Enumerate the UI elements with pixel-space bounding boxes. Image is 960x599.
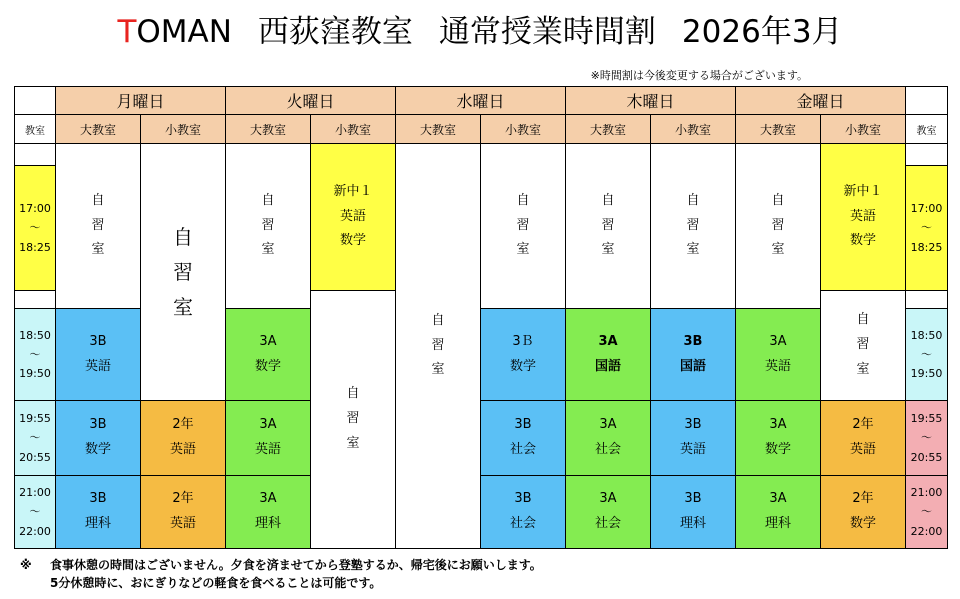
lesson-block xyxy=(565,475,651,549)
lesson-line: 理科 xyxy=(764,516,791,531)
time-slot-2 xyxy=(905,308,948,401)
self-study-line: 習 xyxy=(516,217,530,233)
schedule-month: 2026年3月 xyxy=(681,14,843,50)
self-study-line: 自 xyxy=(771,192,785,208)
lesson-line: 3A xyxy=(259,417,277,433)
time-line: ～ xyxy=(921,505,932,519)
room-small-header: 小教室 xyxy=(140,114,226,144)
self-study-line: 習 xyxy=(173,259,193,284)
spacer-cell xyxy=(905,143,948,166)
lesson-line: 3A xyxy=(599,417,617,433)
document-title: 通常授業時間割 xyxy=(438,14,656,50)
lesson-line: 3A xyxy=(259,333,277,349)
day-header: 月曜日 xyxy=(55,86,226,115)
day-header: 水曜日 xyxy=(395,86,566,115)
self-study-line: 習 xyxy=(346,411,360,427)
lesson-block xyxy=(55,308,141,401)
lesson-block xyxy=(820,400,906,476)
room-big-header: 大教室 xyxy=(735,114,821,144)
spacer-cell xyxy=(905,290,948,309)
self-study-line: 習 xyxy=(686,217,700,233)
self-study-line: 自 xyxy=(686,192,700,208)
lesson-line: 3A xyxy=(259,491,277,507)
self-study-block xyxy=(565,143,651,309)
time-line: 17:00 xyxy=(19,202,51,216)
lesson-line: 3B xyxy=(89,491,107,507)
lesson-line: 3B xyxy=(89,417,107,433)
self-study-block xyxy=(480,143,566,309)
room-small-header: 小教室 xyxy=(650,114,736,144)
time-line: 18:25 xyxy=(19,240,51,254)
lesson-line: 数学 xyxy=(849,233,876,249)
lesson-block xyxy=(735,308,821,401)
lesson-line: 理科 xyxy=(254,516,281,531)
self-study-line: 室 xyxy=(856,361,870,377)
time-line: ～ xyxy=(29,221,41,235)
lesson-line: 英語 xyxy=(339,208,366,224)
lesson-line: 3B xyxy=(684,491,702,507)
time-line: ～ xyxy=(29,431,41,445)
time-line: 18:50 xyxy=(910,328,943,342)
self-study-block xyxy=(395,143,481,549)
self-study-line: 習 xyxy=(91,217,105,233)
self-study-line: 室 xyxy=(686,242,700,258)
lesson-line: 3A xyxy=(769,491,787,507)
change-notice: ※時間割は今後変更する場合がございます。 xyxy=(590,69,808,82)
lesson-block xyxy=(735,475,821,549)
self-study-line: 習 xyxy=(771,217,785,233)
self-study-line: 室 xyxy=(261,242,275,258)
spacer-cell xyxy=(14,143,56,166)
self-study-line: 習 xyxy=(431,337,445,353)
lesson-line: 英語 xyxy=(169,442,196,457)
room-small-header: 小教室 xyxy=(820,114,906,144)
room-label: 教室 xyxy=(14,114,56,144)
school-name: 西荻窪教室 xyxy=(257,14,413,50)
room-big-header: 大教室 xyxy=(225,114,311,144)
lesson-line: 3A xyxy=(599,491,617,507)
lesson-block xyxy=(480,400,566,476)
lesson-block xyxy=(225,400,311,476)
lesson-block xyxy=(820,475,906,549)
lesson-line: 3B xyxy=(89,333,107,349)
note-line-2: 5分休憩時に、おにぎりなどの軽食を食べることは可能です。 xyxy=(50,576,382,590)
self-study-line: 室 xyxy=(601,242,615,258)
self-study-block xyxy=(140,143,226,401)
self-study-block xyxy=(55,143,141,309)
lesson-block xyxy=(565,400,651,476)
self-study-line: 自 xyxy=(431,312,445,328)
time-line: 21:00 xyxy=(910,486,943,500)
lesson-block xyxy=(55,400,141,476)
lesson-block xyxy=(55,475,141,549)
time-line: 22:00 xyxy=(910,524,943,538)
lesson-line: 英語 xyxy=(169,516,196,531)
corner-cell xyxy=(14,86,56,115)
lesson-line: 数学 xyxy=(84,442,111,457)
spacer-cell xyxy=(14,290,56,309)
self-study-line: 自 xyxy=(601,192,615,208)
note-mark: ※ xyxy=(20,558,32,572)
self-study-line: 自 xyxy=(173,224,193,249)
lesson-line: 理科 xyxy=(84,516,111,531)
lesson-block xyxy=(310,143,396,291)
self-study-line: 自 xyxy=(261,192,275,208)
room-big-header: 大教室 xyxy=(55,114,141,144)
time-slot-2 xyxy=(14,308,56,401)
room-label: 教室 xyxy=(905,114,948,144)
lesson-line: 英語 xyxy=(254,442,281,457)
time-line: 19:55 xyxy=(910,412,943,426)
time-line: 20:55 xyxy=(910,450,943,464)
lesson-block xyxy=(650,308,736,401)
self-study-line: 室 xyxy=(91,242,105,258)
note-line-1: 食事休憩の時間はございません。夕食を済ませてから登塾するか、帰宅後にお願いします。 xyxy=(50,558,542,572)
lesson-line: 国語 xyxy=(594,358,621,374)
lesson-line: 3Ｂ xyxy=(512,333,534,349)
self-study-line: 自 xyxy=(346,386,360,402)
self-study-block xyxy=(650,143,736,309)
lesson-block xyxy=(140,400,226,476)
lesson-line: 英語 xyxy=(84,358,111,374)
lesson-block xyxy=(650,475,736,549)
lesson-block xyxy=(735,400,821,476)
time-line: ～ xyxy=(921,221,932,235)
self-study-line: 室 xyxy=(516,242,530,258)
self-study-block xyxy=(225,143,311,309)
lesson-block xyxy=(650,400,736,476)
lesson-block xyxy=(480,308,566,401)
room-big-header: 大教室 xyxy=(395,114,481,144)
time-line: 20:55 xyxy=(19,450,51,464)
time-slot-1 xyxy=(905,165,948,291)
lesson-line: 英語 xyxy=(764,358,791,374)
lesson-line: 数学 xyxy=(254,358,281,374)
room-big-header: 大教室 xyxy=(565,114,651,144)
lesson-line: 英語 xyxy=(679,442,706,457)
day-header: 金曜日 xyxy=(735,86,906,115)
lesson-line: 3B xyxy=(514,417,532,433)
lesson-line: 2年 xyxy=(172,417,194,433)
self-study-block xyxy=(310,290,396,549)
time-line: 17:00 xyxy=(910,202,943,216)
self-study-line: 室 xyxy=(431,362,445,378)
time-slot-4 xyxy=(14,475,56,549)
self-study-line: 習 xyxy=(856,337,870,353)
self-study-block xyxy=(820,290,906,401)
self-study-line: 室 xyxy=(346,435,360,451)
time-line: 22:00 xyxy=(19,524,51,538)
lesson-line: 国語 xyxy=(679,358,706,374)
self-study-line: 自 xyxy=(91,192,105,208)
brand-name: OMAN xyxy=(136,14,232,50)
lesson-line: 数学 xyxy=(509,358,536,374)
lesson-line: 理科 xyxy=(679,516,706,531)
lesson-block xyxy=(820,143,906,291)
lesson-line: 新中１ xyxy=(333,183,373,199)
self-study-line: 自 xyxy=(516,192,530,208)
day-header: 木曜日 xyxy=(565,86,736,115)
self-study-line: 習 xyxy=(601,217,615,233)
lesson-block xyxy=(140,475,226,549)
footer-notes xyxy=(20,556,542,592)
time-slot-1 xyxy=(14,165,56,291)
self-study-line: 室 xyxy=(771,242,785,258)
time-line: ～ xyxy=(29,347,41,361)
lesson-line: 2年 xyxy=(852,491,874,507)
self-study-block xyxy=(735,143,821,309)
lesson-line: 2年 xyxy=(172,491,194,507)
lesson-line: 3A xyxy=(769,417,787,433)
brand-initial: T xyxy=(117,14,137,50)
day-header: 火曜日 xyxy=(225,86,396,115)
time-slot-3 xyxy=(905,400,948,476)
self-study-line: 室 xyxy=(173,294,193,319)
time-line: 18:50 xyxy=(19,328,51,342)
lesson-line: 3A xyxy=(598,333,618,349)
time-slot-4 xyxy=(905,475,948,549)
time-line: 19:50 xyxy=(910,367,943,381)
lesson-line: 3B xyxy=(514,491,532,507)
time-line: 21:00 xyxy=(19,486,51,500)
room-small-header: 小教室 xyxy=(480,114,566,144)
self-study-line: 習 xyxy=(261,217,275,233)
lesson-line: 3B xyxy=(683,333,703,349)
lesson-line: 社会 xyxy=(594,442,621,457)
lesson-line: 3A xyxy=(769,333,787,349)
lesson-line: 数学 xyxy=(339,233,366,249)
lesson-line: 数学 xyxy=(764,442,791,457)
self-study-line: 自 xyxy=(856,312,870,328)
time-line: 18:25 xyxy=(910,240,943,254)
lesson-line: 社会 xyxy=(509,516,536,531)
time-line: 19:50 xyxy=(19,367,51,381)
lesson-line: 新中１ xyxy=(843,183,883,199)
lesson-line: 英語 xyxy=(849,208,876,224)
time-line: ～ xyxy=(921,431,932,445)
lesson-block xyxy=(225,475,311,549)
time-line: ～ xyxy=(921,347,932,361)
lesson-line: 英語 xyxy=(849,442,876,457)
lesson-block xyxy=(480,475,566,549)
corner-cell xyxy=(905,86,948,115)
lesson-line: 3B xyxy=(684,417,702,433)
lesson-line: 社会 xyxy=(594,516,621,531)
lesson-line: 社会 xyxy=(509,442,536,457)
lesson-block xyxy=(565,308,651,401)
lesson-line: 数学 xyxy=(849,516,876,531)
lesson-line: 2年 xyxy=(852,417,874,433)
time-slot-3 xyxy=(14,400,56,476)
time-line: 19:55 xyxy=(19,412,51,426)
time-line: ～ xyxy=(29,505,41,519)
room-small-header: 小教室 xyxy=(310,114,396,144)
lesson-block xyxy=(225,308,311,401)
